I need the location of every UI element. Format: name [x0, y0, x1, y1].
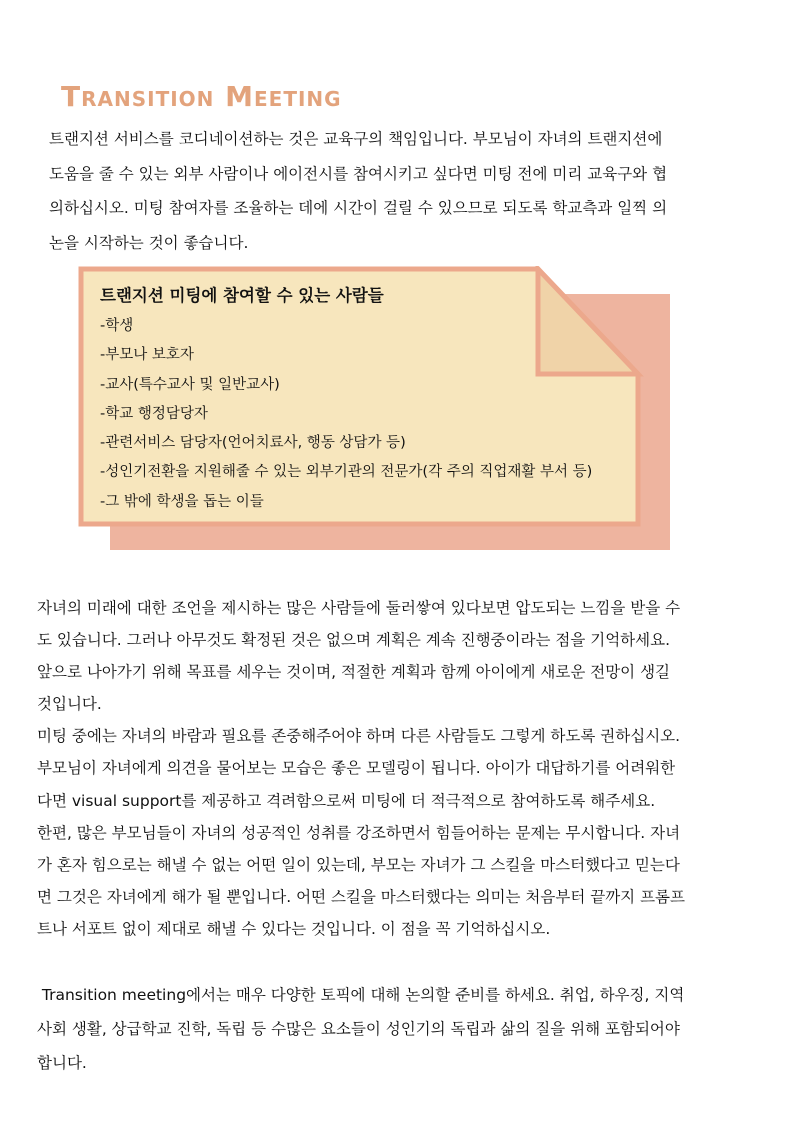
body-line: 것입니다. [37, 695, 102, 714]
note-content [100, 280, 660, 517]
intro-paragraph [49, 122, 749, 260]
intro-line: 도움을 줄 수 있는 외부 사람이나 에이전시를 참여시키고 싶다면 미팅 전에 미리 교육구와 협 [49, 164, 668, 183]
participants-note-box [78, 266, 672, 552]
list-item: -학생 [100, 318, 134, 334]
closing-line: Transition meeting에서는 매우 다양한 토픽에 대해 논의할 준비를 하세요. 취업, 하우징, 지역 [37, 986, 685, 1004]
list-item: -성인기전환을 지원해줄 수 있는 외부기관의 전문가(각 주의 직업재활 부서 등) [100, 464, 593, 481]
page-title: Transition Meeting [61, 79, 342, 113]
intro-line: 논을 시작하는 것이 좋습니다. [49, 233, 249, 252]
body-line: 가 혼자 힘으로는 해낼 수 없는 어떤 일이 있는데, 부모는 자녀가 그 스킬을 마스터했다고 믿는다 [37, 855, 680, 874]
note-heading: 트랜지션 미팅에 참여할 수 있는 사람들 [100, 286, 384, 305]
body-line: 다면 visual support를 제공하고 격려함으로써 미팅에 더 적극적으로 참여하도록 해주세요. [37, 791, 656, 810]
list-item: -부모나 보호자 [100, 347, 194, 364]
body-line: 앞으로 나아가기 위해 목표를 세우는 것이며, 적절한 계획과 함께 아이에게 새로운 전망이 생길 [37, 663, 671, 682]
body-line: 면 그것은 자녀에게 해가 될 뿐입니다. 어떤 스킬을 마스터했다는 의미는 처음부터 끝까지 프롬프 [37, 887, 686, 906]
closing-paragraph [37, 978, 757, 1080]
body-line: 한편, 많은 부모님들이 자녀의 성공적인 성취를 강조하면서 힘들어하는 문제는 무시합니다. 자녀 [37, 823, 681, 842]
body-line: 부모님이 자녀에게 의견을 물어보는 모습은 좋은 모델링이 됩니다. 아이가 대답하기를 어려워한 [37, 759, 676, 778]
list-item: -관련서비스 담당자(언어치료사, 행동 상담가 등) [100, 435, 406, 452]
body-paragraphs [37, 592, 757, 945]
closing-line: 합니다. [37, 1054, 87, 1072]
list-item: -학교 행정담당자 [100, 405, 208, 422]
list-item: -교사(특수교사 및 일반교사) [100, 376, 280, 393]
closing-line: 사회 생활, 상급학교 진학, 독립 등 수많은 요소들이 성인기의 독립과 삶의 질을 위해 포함되어야 [37, 1020, 680, 1038]
body-line: 자녀의 미래에 대한 조언을 제시하는 많은 사람들에 둘러쌓여 있다보면 압도되는 느낌을 받을 수 [37, 599, 681, 617]
body-line: 트나 서포트 없이 제대로 해낼 수 있다는 것입니다. 이 점을 꼭 기억하십시오. [37, 919, 551, 938]
body-line: 미팅 중에는 자녀의 바람과 필요를 존중해주어야 하며 다른 사람들도 그렇게 하도록 권하십시오. [37, 727, 681, 746]
intro-line: 트랜지션 서비스를 코디네이션하는 것은 교육구의 책임입니다. 부모님이 자녀의 트랜지션에 [49, 130, 663, 148]
list-item: -그 밖에 학생을 돕는 이들 [100, 493, 264, 510]
intro-line: 의하십시오. 미팅 참여자를 조율하는 데에 시간이 걸릴 수 있으므로 되도록 학교측과 일찍 의 [49, 199, 668, 217]
participants-list [100, 312, 660, 517]
body-line: 도 있습니다. 그러나 아무것도 확정된 것은 없으며 계획은 계속 진행중이라는 점을 기억하세요. [37, 631, 671, 650]
